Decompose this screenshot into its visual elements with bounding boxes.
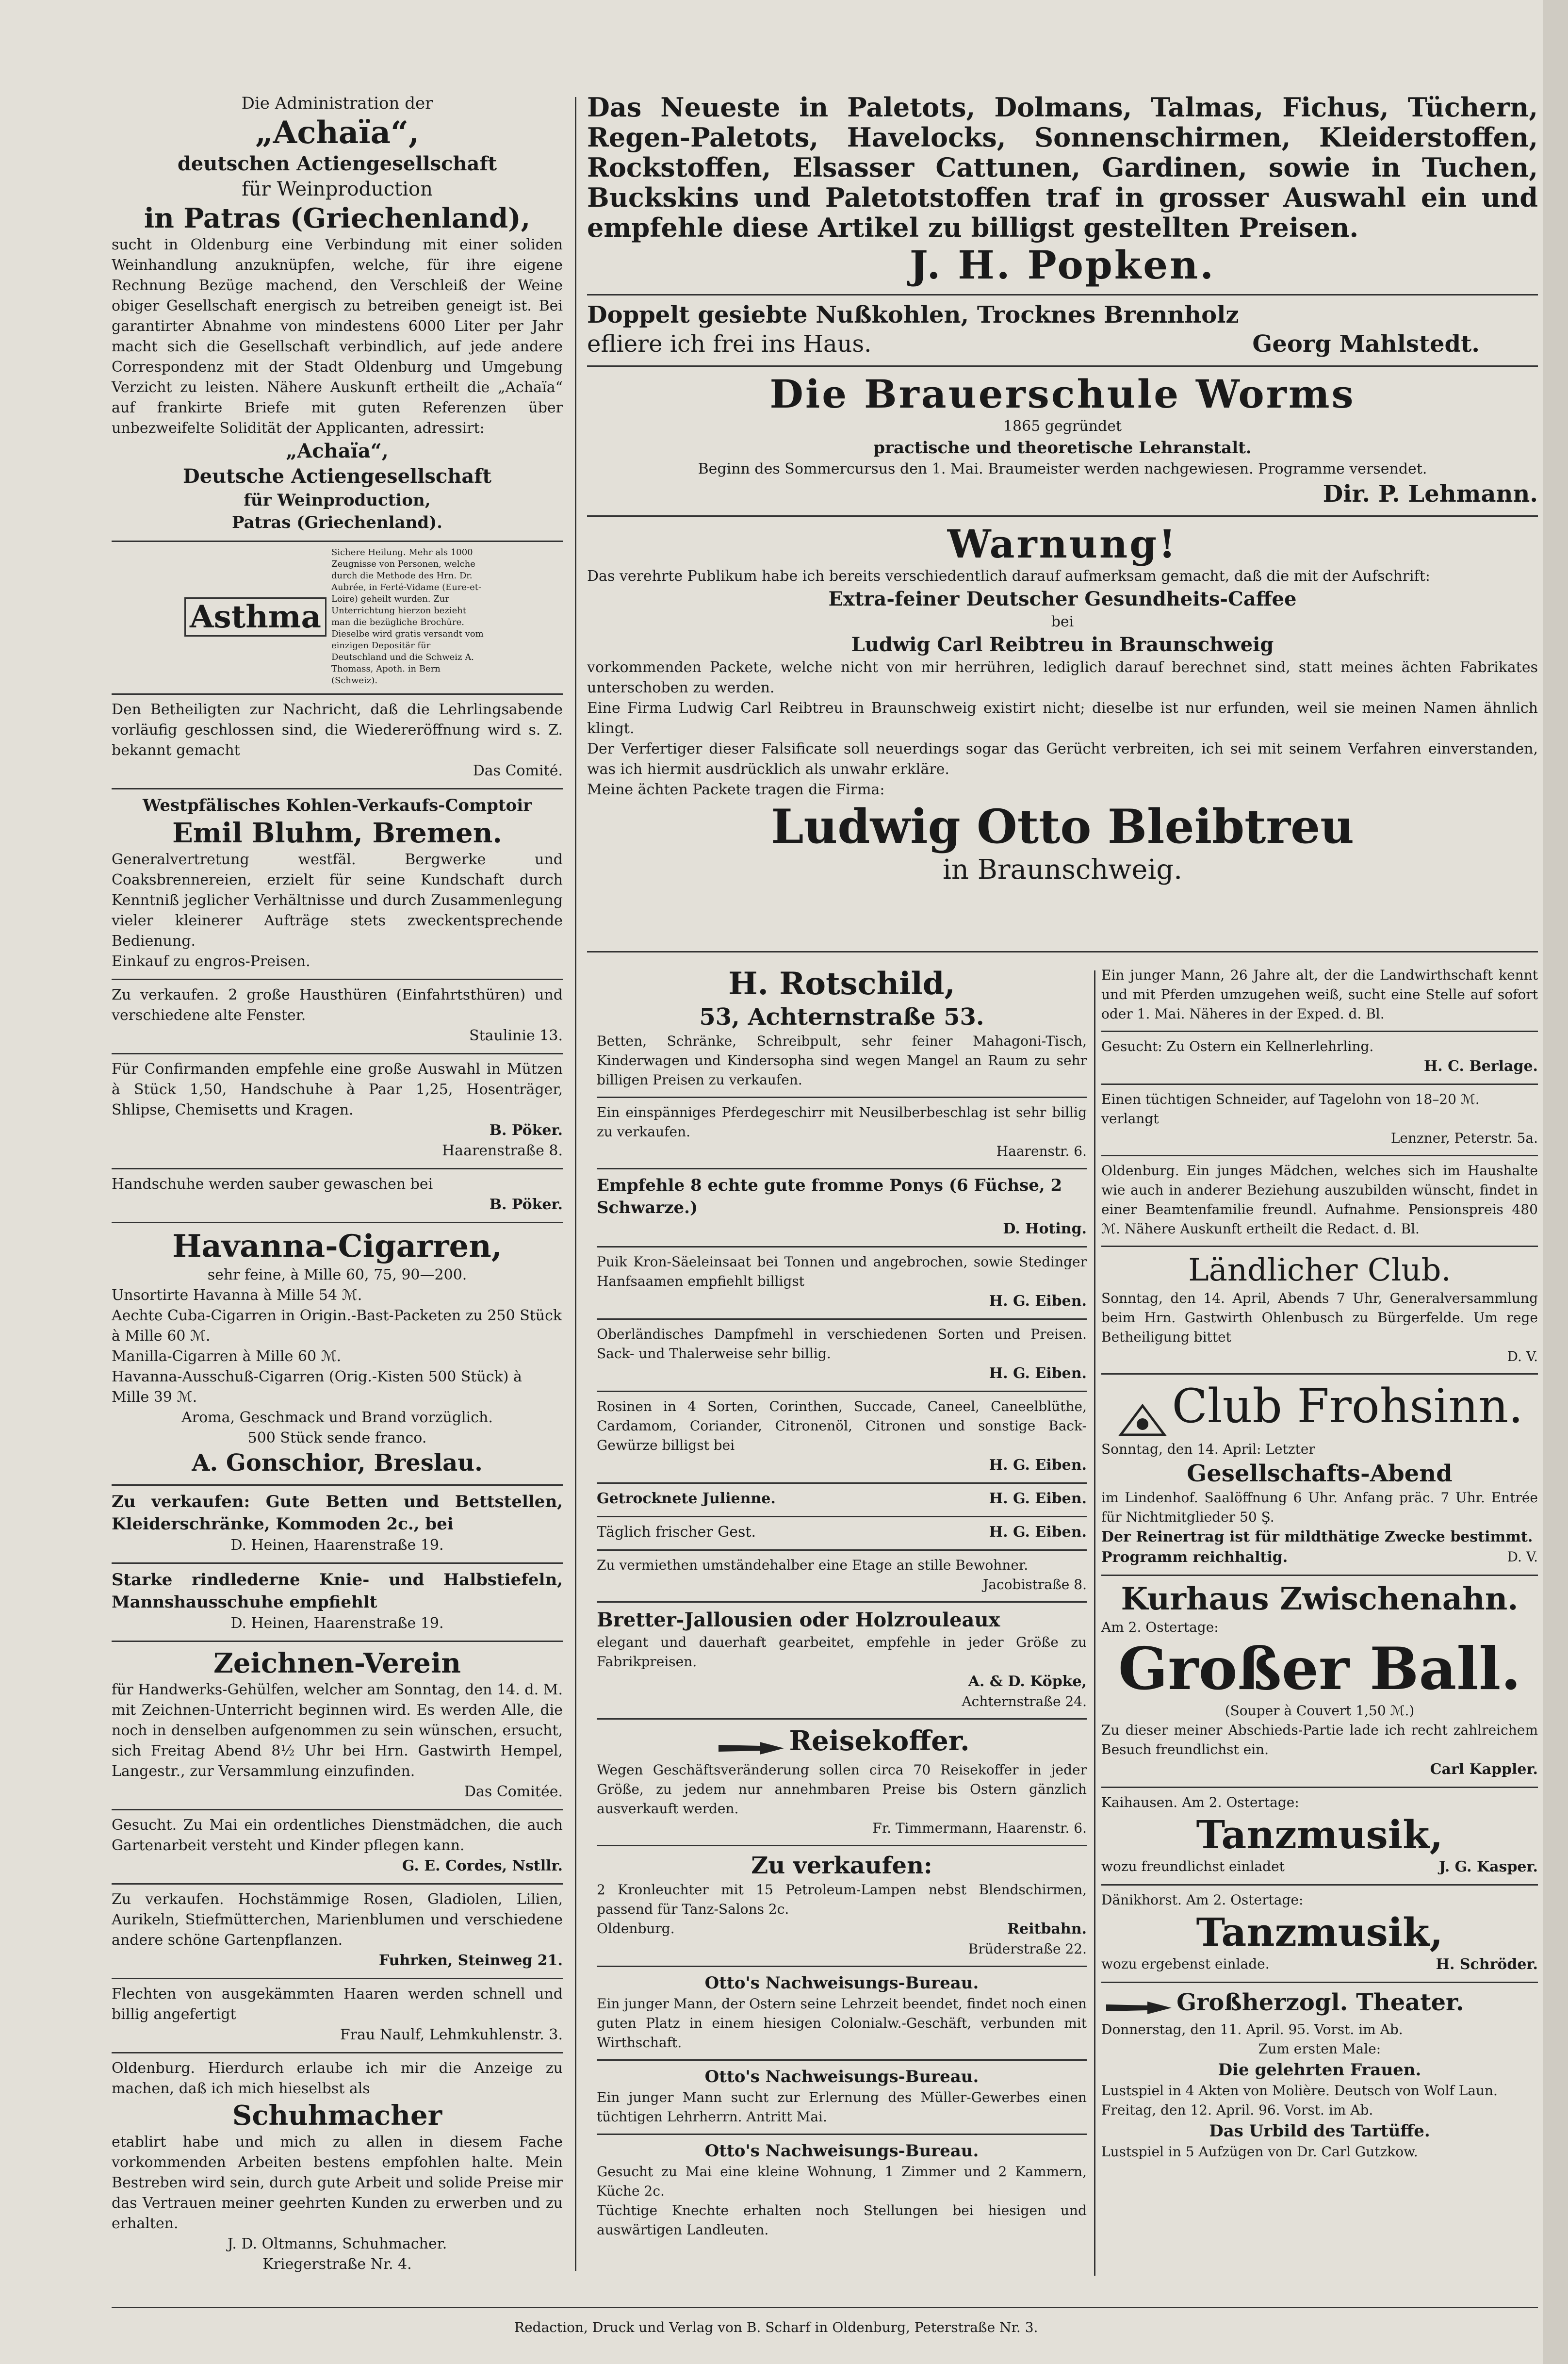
oltmanns-body: etablirt habe und mich zu allen in diesem Fache vorkommenden Arbeiten bestens empfohlen halte. Mein Bestreben wird sein, durch gute Arbeit und solide Preise mir das Vertrauen meiner geehrten Kunden zu erwerben und zu erhalten. (112, 2134, 563, 2232)
bluhm-foot: Einkauf zu engros-Preisen. (112, 953, 310, 970)
ad-fuhrken (112, 1885, 563, 1979)
kurhaus-l1: Am 2. Ostertage: (1101, 1619, 1219, 1635)
ad-ponys (597, 1169, 1087, 1248)
kronleuchter-body: 2 Kronleuchter mit 15 Petroleum-Lampen nebst Blendschirmen, passend für Tanz-Salons 2c. (597, 1881, 1087, 1917)
kaihausen-big: Tanzmusik, (1196, 1811, 1443, 1857)
havanna-l5: Havanna-Ausschuß-Cigarren (Orig.-Kisten 500 Stück) à Mille 39 ℳ. (112, 1368, 522, 1406)
popken-body: Das Neueste in Paletots, Dolmans, Talmas, Fichus, Tüchern, Regen-Paletots, Havelocks, Sonnenschirmen, Kleiderstoffen, Rockstoffen, Elsasser Cattunen, Gardinen, sowie in Tuchen, Buckskins und Paletotstoffen traf in grosser Auswahl ein und empfehle diese Artikel zu billigst gestellten Preisen. (587, 92, 1538, 243)
havanna-sig: A. Gonschior, Breslau. (192, 1449, 483, 1477)
theater-title: Großherzogl. Theater. (1176, 1988, 1464, 2016)
oltmanns-sig: J. D. Oltmanns, Schuhmacher. (227, 2235, 447, 2252)
ad-flechten (112, 1979, 563, 2053)
koepke-sig: A. & D. Köpke, (968, 1673, 1087, 1690)
rosinen-sig: H. G. Eiben. (989, 1457, 1087, 1474)
ad-cordes (112, 1810, 563, 1885)
otto3-body2: Tüchtige Knechte erhalten noch Stellungen bei hiesigen und auswärtigen Landleuten. (597, 2202, 1087, 2238)
section-divider (587, 951, 1538, 952)
asthma-text: Sichere Heilung. Mehr als 1000 Zeugnisse von Personen, welche durch die Methode des Hrn. Dr. Aubrée, in Ferté-Vidame (Eure-et-Loire) geheilt wurden. Zur Unterrichtung hierzon bezieht man die bezügliche Brochüre. Dieselbe wird gratis versandt vom einzigen Depositär für Deutschland und die Schweiz A. Thomass, Apoth. in Bern (Schweiz). (331, 547, 484, 686)
kaihausen-l2: wozu freundlichst einladet (1101, 1858, 1285, 1874)
rosinen-body: Rosinen in 4 Sorten, Corinthen, Succade, Caneel, Caneelblüthe, Cardamom, Coriander, Citronenöl, Citronen und sonstige Back-Gewürze billigst bei (597, 1398, 1087, 1453)
kronleuchter-title: Zu verkaufen: (751, 1852, 932, 1879)
kaihausen-row (1101, 1857, 1538, 1877)
frohsinn-title: Club Frohsinn. (1172, 1379, 1523, 1433)
havanna-l3: Aechte Cuba-Cigarren in Origin.-Bast-Packeten zu 250 Stück à Mille 60 ℳ. (112, 1307, 562, 1345)
frohsinn-sig: D. V. (1507, 1548, 1538, 1565)
theater-l3: Die gelehrten Frauen. (1218, 2060, 1421, 2080)
theater-l5: Freitag, den 12. April. 96. Vorst. im Ab. (1101, 2102, 1373, 2118)
ad-rosinen (597, 1392, 1087, 1484)
ad-kellner (1101, 1032, 1538, 1085)
bluhm-head: Westpfälisches Kohlen-Verkaufs-Comptoir (142, 796, 532, 815)
achaia-line3: deutschen Actiengesellschaft (177, 152, 497, 175)
reisekoffer-body: Wegen Geschäftsveränderung sollen circa 70 Reisekoffer in jeder Größe, zu jedem nur annehmbaren Preise bis Ostern gänzlich ausverkauft werden. (597, 1761, 1087, 1817)
otto3-title: Otto's Nachweisungs-Bureau. (704, 2141, 979, 2161)
kurhaus-big: Großer Ball. (1118, 1634, 1521, 1703)
theater-l4: Lustspiel in 4 Akten von Molière. Deutsch von Wolf Laun. (1101, 2083, 1498, 2099)
warnung-name: Ludwig Otto Bleibtreu (771, 799, 1354, 854)
ad-kronleuchter (597, 1846, 1087, 1967)
zeichen-body: für Handwerks-Gehülfen, welcher am Sonntag, den 14. d. M. mit Zeichnen-Unterricht beginnen wird. Es werden Alle, die noch in denselben aufgenommen zu sein wünschen, ersucht, sich Freitag Abend 8½ Uhr bei Hrn. Gastwirth Hempel, Langestr., zur Versammlung einzufinden. (112, 1681, 563, 1780)
theater-l2: Zum ersten Male: (1258, 2041, 1381, 2057)
kurhaus-sig: Carl Kappler. (1430, 1760, 1538, 1778)
pointing-hand-icon (1101, 1996, 1174, 2020)
fuhrken-body: Zu verkaufen. Hochstämmige Rosen, Gladiolen, Lilien, Aurikeln, Stiefmütterchen, Marienblumen und verschiedene andere schöne Gartenpflanzen. (112, 1891, 563, 1949)
ad-saeleinsaat (597, 1248, 1087, 1320)
achaia-body: sucht in Oldenburg eine Verbindung mit einer soliden Weinhandlung anzuknüpfen, welche, für ihre eigene Rechnung Bezüge machend, den Verschleiß der Weine obiger Gesellschaft energisch zu betreiben geneigt ist. Bei garantirter Abnahme von mindestens 6000 Liter per Jahr macht sich die Gesellschaft verbindlich, auf jede andere Correspondenz mit der Stadt Oldenburg und Umgebung Verzicht zu leisten. Nähere Auskunft ertheilt die „Achaïa“ auf frankirte Briefe mit guten Referenzen über unbezweifelte Solidität der Applicanten, adressirt: (112, 236, 563, 437)
kurhaus-l2: (Souper à Couvert 1,50 ℳ.) (1225, 1702, 1415, 1719)
vermiethen-body: Zu vermiethen umständehalber eine Etage an stille Bewohner. (597, 1557, 1029, 1573)
achaia-addr1: „Achaïa“, (286, 440, 389, 462)
rotschild-addr: 53, Achternstraße 53. (699, 1003, 984, 1031)
koepke-addr: Achternstraße 24. (962, 1693, 1087, 1709)
frohsinn-l4: Der Reinertrag ist für mildthätige Zwecke bestimmt. (1101, 1528, 1533, 1545)
frohsinn-head (1101, 1379, 1538, 1440)
ad-koepke (597, 1603, 1087, 1720)
otto3-body: Gesucht zu Mai eine kleine Wohnung, 1 Zimmer und 2 Kammern, Küche 2c. (597, 2163, 1087, 2199)
kronleuchter-place: Oldenburg. (597, 1920, 675, 1937)
imprint-footer: Redaction, Druck und Verlag von B. Scharf in Oldenburg, Peterstraße Nr. 3. (514, 2319, 1038, 2335)
daenikhorst-row (1101, 1954, 1538, 1975)
ad-popken (587, 87, 1538, 296)
ad-bluhm (112, 789, 563, 980)
theater-head (1101, 1988, 1538, 2020)
daenikhorst-l2: wozu ergebenst einlade. (1101, 1955, 1270, 1972)
footer-rule (112, 2307, 1538, 2308)
ad-warnung (587, 517, 1538, 893)
ad-achaia (112, 87, 563, 542)
saeleinsaat-body: Puik Kron-Säeleinsaat bei Tonnen und angebrochen, sowie Stedinger Hanfsaamen empfiehlt billigst (597, 1254, 1087, 1289)
ad-schneider (1101, 1085, 1538, 1156)
flechten-sig: Frau Naulf, Lehmkuhlenstr. 3. (340, 2026, 563, 2043)
warnung-c3: Ludwig Carl Reibtreu in Braunschweig (851, 633, 1274, 656)
havanna-l6: Aroma, Geschmack und Brand vorzüglich. (181, 1409, 493, 1426)
ad-havanna (112, 1223, 563, 1486)
ad-mahlstedt (587, 296, 1538, 367)
frohsinn-l3: im Lindenhof. Saalöffnung 6 Uhr. Anfang präc. 7 Uhr. Entrée für Nichtmitglieder 50 Ş. (1101, 1489, 1538, 1525)
julienne-sig: H. G. Eiben. (989, 1490, 1087, 1507)
oltmanns-title: Schuhmacher (232, 2100, 442, 2132)
heinen1-body: Zu verkaufen: Gute Betten und Bettstellen, Kleiderschränke, Kommoden 2c., bei (112, 1492, 563, 1534)
ponys-sig: D. Hoting. (1003, 1220, 1087, 1237)
julienne-body: Getrocknete Julienne. (597, 1490, 776, 1507)
brauer-sig: Dir. P. Lehmann. (1323, 480, 1538, 508)
dampfmehl-body: Oberländisches Dampfmehl in verschiedenen Sorten und Preisen. Sack- und Thalerweise sehr billig. (597, 1326, 1087, 1362)
ad-gest (597, 1517, 1087, 1551)
haustueren-body: Zu verkaufen. 2 große Hausthüren (Einfahrtsthüren) und verschiedene alte Fenster. (112, 986, 563, 1024)
cordes-body: Gesucht. Zu Mai ein ordentliches Dienstmädchen, die auch Gartenarbeit versteht und Kinder pflegen kann. (112, 1817, 563, 1854)
poeker2-body: Handschuhe werden sauber gewaschen bei (112, 1176, 433, 1193)
brauer-l3: Beginn des Sommercursus den 1. Mai. Braumeister werden nachgewiesen. Programme versendet. (698, 460, 1427, 477)
ad-brauerschule (587, 367, 1538, 517)
ad-otto-3 (597, 2135, 1087, 2247)
havanna-l7: 500 Stück sende franco. (247, 1429, 427, 1446)
right-top-section (587, 87, 1538, 893)
kurhaus-title: Kurhaus Zwischenahn. (1121, 1580, 1519, 1617)
comite-sig: Das Comité. (473, 762, 563, 779)
warnung-c2: bei (1051, 613, 1074, 630)
oltmanns-addr: Kriegerstraße Nr. 4. (262, 2256, 412, 2273)
bluhm-body: Generalvertretung westfäl. Bergwerke und Coaksbrennereien, erzielt für seine Kundschaft durch Kenntniß jeglicher Verhältnisse und durch Zusammenlegung vieler kleinerer Aufträge stets zweckentsprechende Bedienung. (112, 851, 563, 950)
ad-theater (1101, 1983, 1538, 2169)
reisekoffer-sig: Fr. Timmermann, Haarenstr. 6. (872, 1820, 1087, 1836)
mahlstedt-row (587, 329, 1538, 359)
ad-asthma (112, 542, 563, 695)
ad-comite (112, 695, 563, 789)
achaia-addr2: Deutsche Actiengesellschaft (183, 465, 491, 488)
rightmost-column (1101, 961, 1538, 2168)
pferdeschirr-addr: Haarenstr. 6. (996, 1143, 1087, 1159)
vermiethen-addr: Jacobistraße 8. (983, 1576, 1087, 1592)
asthma-word: Asthma (184, 597, 327, 637)
poeker1-sig: B. Pöker. (489, 1122, 563, 1139)
frohsinn-l5: Programm reichhaltig. (1101, 1548, 1288, 1566)
frohsinn-row (1101, 1547, 1538, 1568)
ad-pferdegeschirr (597, 1098, 1087, 1169)
daenikhorst-big: Tanzmusik, (1196, 1909, 1443, 1955)
rotschild-title: H. Rotschild, (728, 966, 955, 1002)
havanna-l4: Manilla-Cigarren à Mille 60 ℳ. (112, 1348, 342, 1365)
poeker2-sig: B. Pöker. (489, 1196, 563, 1213)
ad-otto-1 (597, 1967, 1087, 2061)
ponys-body: Empfehle 8 echte gute fromme Ponys (6 Füchse, 2 Schwarze.) (597, 1176, 1062, 1217)
theater-l6: Das Urbild des Tartüffe. (1209, 2121, 1430, 2141)
kaihausen-l1: Kaihausen. Am 2. Ostertage: (1101, 1794, 1299, 1810)
ad-maedchen (1101, 1156, 1538, 1247)
reisekoffer-head (597, 1724, 1087, 1760)
koepke-body: elegant und dauerhaft gearbeitet, empfehle in jeder Größe zu Fabrikpreisen. (597, 1634, 1087, 1670)
otto2-title: Otto's Nachweisungs-Bureau. (704, 2067, 979, 2086)
ad-dampfmehl (597, 1320, 1087, 1392)
ad-oltmanns (112, 2053, 563, 2282)
ad-kaihausen (1101, 1788, 1538, 1886)
haustueren-addr: Staulinie 13. (469, 1027, 563, 1044)
poeker1-addr: Haarenstraße 8. (442, 1142, 563, 1159)
dampfmehl-sig: H. G. Eiben. (989, 1365, 1087, 1382)
theater-l1: Donnerstag, den 11. April. 95. Vorst. im Ab. (1101, 2021, 1403, 2037)
warnung-p3: Eine Firma Ludwig Carl Reibtreu in Braunschweig existirt nicht; dieselbe ist nur erfunden, weil sie meinen Namen ähnlich klingt. (587, 700, 1538, 737)
otto1-title: Otto's Nachweisungs-Bureau. (704, 1973, 979, 1993)
havanna-title: Havanna-Cigarren, (172, 1228, 503, 1264)
mahlstedt-sig: Georg Mahlstedt. (1252, 330, 1480, 358)
warnung-p4: Der Verfertiger dieser Falsificate soll neuerdings sogar das Gerücht verbreiten, ich sei mit seinem Verfahren einverstanden, was ich hiermit ausdrücklich als unwahr erkläre. (587, 740, 1538, 778)
koepke-title: Bretter-Jallousien oder Holzrouleaux (597, 1609, 1000, 1631)
ad-reisekoffer (597, 1720, 1087, 1846)
ad-otto-2 (597, 2061, 1087, 2135)
mahlstedt-l1: Doppelt gesiebte Nußkohlen, Trocknes Brennholz (587, 301, 1239, 328)
pointing-hand-icon (714, 1736, 786, 1760)
middle-column (597, 961, 1087, 2247)
kronleuchter-addr: Brüderstraße 22. (968, 1940, 1087, 1957)
comite-body: Den Betheiligten zur Nachricht, daß die Lehrlingsabende vorläufig geschlossen sind, die Wiedereröffnung wird s. Z. bekannt gemacht (112, 701, 563, 759)
cordes-sig: G. E. Cordes, Nstllr. (402, 1857, 563, 1874)
poeker1-body: Für Confirmanden empfehle eine große Auswahl in Mützen à Stück 1,50, Handschuhe à Paar 1,25, Hosenträger, Shlipse, Chemisetts und Kragen. (112, 1061, 563, 1118)
left-column (112, 87, 563, 2282)
warnung-title: Warnung! (947, 521, 1178, 567)
flechten-body: Flechten von ausgekämmten Haaren werden schnell und billig angefertigt (112, 1986, 563, 2023)
frohsinn-l1: Sonntag, den 14. April: Letzter (1101, 1441, 1315, 1457)
kronleuchter-row (597, 1919, 1087, 1939)
ad-laendlicher-club (1101, 1247, 1538, 1375)
maedchen-body: Oldenburg. Ein junges Mädchen, welches sich im Haushalte wie auch in anderer Beziehung auszubilden wünscht, findet in einer Beamtenfamilie freundl. Aufnahme. Pensionspreis 480 ℳ. Nähere Auskunft ertheilt die Redact. d. Bl. (1101, 1163, 1538, 1237)
rotschild-body: Betten, Schränke, Schreibpult, sehr feiner Mahagoni-Tisch, Kinderwagen und Kindersopha sind wegen Mangel an Raum zu sehr billigen Preisen zu verkaufen. (597, 1033, 1087, 1088)
page-margin (1543, 0, 1568, 2364)
gest-body: Täglich frischer Gest. (597, 1524, 756, 1541)
schneider-sig: Lenzner, Peterstr. 5a. (1390, 1130, 1538, 1146)
bluhm-name: Emil Bluhm, Bremen. (172, 817, 502, 849)
achaia-line5: in Patras (Griechenland), (144, 202, 531, 234)
ad-kurhaus (1101, 1576, 1538, 1788)
achaia-line4: für Weinproduction (242, 178, 433, 200)
kellner-sig: H. C. Berlage. (1423, 1058, 1538, 1075)
column-divider (575, 97, 576, 2271)
laendlich-body: Sonntag, den 14. April, Abends 7 Uhr, Generalversammlung beim Hrn. Gastwirth Ohlenbusch zu Bürgerfelde. Um rege Betheiligung bittet (1101, 1290, 1538, 1345)
mann-body: Ein junger Mann, 26 Jahre alt, der die Landwirthschaft kennt und mit Pferden umzugehen weiß, sucht eine Stelle auf sofort oder 1. Mai. Näheres in der Exped. d. Bl. (1101, 967, 1538, 1022)
kaihausen-sig: J. G. Kasper. (1438, 1858, 1538, 1875)
daenikhorst-l1: Dänikhorst. Am 2. Ostertage: (1101, 1891, 1304, 1908)
zeichen-title: Zeichnen-Verein (213, 1647, 461, 1679)
kurhaus-l3: Zu dieser meiner Abschieds-Partie lade ich recht zahlreichem Besuch freundlichst ein. (1101, 1722, 1538, 1757)
warnung-p5: Meine ächten Packete tragen die Firma: (587, 781, 885, 798)
reisekoffer-title: Reisekoffer. (789, 1725, 970, 1757)
heinen2-body: Starke rindlederne Knie- und Halbstiefeln, Mannshausschuhe empfiehlt (112, 1570, 563, 1612)
otto2-body: Ein junger Mann sucht zur Erlernung des Müller-Gewerbes einen tüchtigen Lehrherrn. Antritt Mai. (597, 2089, 1087, 2125)
theater-l7: Lustspiel in 5 Aufzügen von Dr. Carl Gutzkow. (1101, 2144, 1418, 2160)
ad-junger-mann (1101, 961, 1538, 1032)
havanna-l2: Unsortirte Havanna à Mille 54 ℳ. (112, 1287, 362, 1304)
ad-poeker-confirmanden (112, 1054, 563, 1169)
achaia-line1: Die Administration der (241, 94, 433, 113)
club-emblem-icon (1116, 1401, 1169, 1440)
achaia-addr3: für Weinproduction, (244, 491, 431, 510)
brauer-title: Die Brauerschule Worms (769, 371, 1356, 417)
laendlich-title: Ländlicher Club. (1188, 1252, 1451, 1288)
daenikhorst-sig: H. Schröder. (1436, 1955, 1538, 1973)
ad-heinen-betten (112, 1486, 563, 1564)
ad-julienne (597, 1484, 1087, 1517)
kellner-body: Gesucht: Zu Ostern ein Kellnerlehrling. (1101, 1038, 1374, 1054)
heinen1-sig: D. Heinen, Haarenstraße 19. (230, 1537, 444, 1554)
havanna-l1: sehr feine, à Mille 60, 75, 90—200. (207, 1266, 467, 1283)
ad-rotschild (597, 961, 1087, 1098)
warnung-p2: vorkommenden Packete, welche nicht von mir herrühren, lediglich darauf berechnet sind, statt meines ächten Fabrikates unterschoben zu werden. (587, 659, 1538, 696)
heinen2-sig: D. Heinen, Haarenstraße 19. (230, 1615, 444, 1632)
popken-sig: J. H. Popken. (909, 242, 1216, 288)
otto1-body: Ein junger Mann, der Ostern seine Lehrzeit beendet, findet noch einen guten Platz in einem hiesigen Colonialw.-Geschäft, verbunden mit Wirthschaft. (597, 1995, 1087, 2051)
frohsinn-l2: Gesellschafts-Abend (1187, 1460, 1453, 1487)
schneider-body: Einen tüchtigen Schneider, auf Tagelohn von 18–20 ℳ. verlangt (1101, 1091, 1480, 1127)
column-divider (1094, 970, 1095, 2276)
warnung-p1: Das verehrte Publikum habe ich bereits verschiedentlich darauf aufmerksam gemacht, daß die mit der Aufschrift: (587, 568, 1430, 585)
ad-poeker-handschuhe (112, 1169, 563, 1223)
brauer-l2: practische und theoretische Lehranstalt. (873, 438, 1252, 458)
oltmanns-intro: Oldenburg. Hierdurch erlaube ich mir die Anzeige zu machen, daß ich mich hieselbst als (112, 2060, 563, 2097)
fuhrken-sig: Fuhrken, Steinweg 21. (378, 1952, 563, 1969)
brauer-l1: 1865 gegründet (1003, 418, 1122, 435)
laendlich-sig: D. V. (1507, 1348, 1538, 1364)
ad-daenikhorst (1101, 1886, 1538, 1983)
zeichen-sig: Das Comitée. (464, 1783, 563, 1800)
ad-vermiethen (597, 1551, 1087, 1603)
kronleuchter-sig: Reitbahn. (1007, 1920, 1087, 1937)
saeleinsaat-sig: H. G. Eiben. (989, 1293, 1087, 1310)
ad-heinen-stiefel (112, 1564, 563, 1642)
pferdeschirr-body: Ein einspänniges Pferdegeschirr mit Neusilberbeschlag ist sehr billig zu verkaufen. (597, 1104, 1087, 1140)
ad-haustueren (112, 980, 563, 1054)
achaia-title: „Achaïa“, (255, 115, 420, 151)
achaia-addr4: Patras (Griechenland). (231, 513, 443, 532)
ad-zeichen-verein (112, 1642, 563, 1810)
ad-club-frohsinn (1101, 1375, 1538, 1576)
gest-sig: H. G. Eiben. (989, 1524, 1087, 1541)
mahlstedt-l2: efliere ich frei ins Haus. (587, 330, 872, 358)
warnung-place: in Braunschweig. (942, 854, 1183, 886)
warnung-c1: Extra-feiner Deutscher Gesundheits-Caffee (828, 588, 1297, 610)
